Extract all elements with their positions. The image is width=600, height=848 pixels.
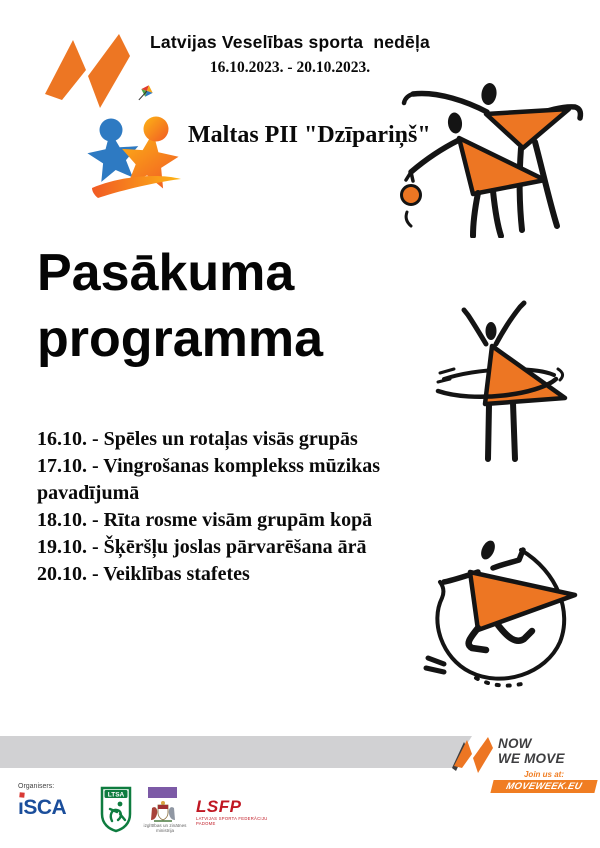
kids-stars-svg <box>84 84 184 198</box>
ministry-label-line1: izglītības un zinātnes <box>143 823 187 828</box>
jump-rope-svg <box>418 520 585 692</box>
event-title: Latvijas Veselības sporta nedēļa <box>150 32 430 52</box>
jump-rope-illustration <box>418 520 585 692</box>
nwm-small-arrow-svg <box>452 735 494 779</box>
kids-stars-icon <box>84 84 184 198</box>
event-dates: 16.10.2023. - 20.10.2023. <box>209 59 371 76</box>
ball-icon <box>402 186 421 205</box>
hula-hoop-svg <box>428 291 568 463</box>
nwm-line2: WE MOVE <box>498 751 565 766</box>
nowwemove-logo <box>452 733 598 795</box>
coat-of-arms-svg <box>148 800 178 823</box>
dancing-couple-svg <box>383 80 595 238</box>
nwm-wordmark <box>498 736 565 766</box>
ltsa-label: LTSA <box>107 791 125 799</box>
page-title: Pasākuma programma <box>37 244 324 368</box>
organization-title: Maltas PII "Dzīpariņš" <box>188 122 431 148</box>
program-item: 16.10. - Spēles un rotaļas visās grupās <box>37 428 358 450</box>
hula-hoop-illustration <box>428 291 568 463</box>
lsfp-logo <box>196 799 276 826</box>
ministry-label-line2: ministrija <box>155 828 175 833</box>
lsfp-sublabel: LATVIJAS SPORTA FEDERĀCIJU PADOME <box>196 816 268 826</box>
nwm-small-arrow-icon <box>452 735 494 784</box>
ltsa-logo-svg <box>99 786 133 833</box>
program-item: 18.10. - Rīta rosme visām grupām kopā <box>37 509 373 531</box>
program-item: 20.10. - Veiklības stafetes <box>37 563 250 585</box>
swoosh-icon <box>92 176 181 198</box>
isca-logo-svg <box>17 791 83 817</box>
dancing-couple-illustration <box>383 80 595 238</box>
moveweek-site-banner <box>490 780 597 793</box>
nwm-line1: NOW <box>498 736 532 751</box>
program-list <box>37 426 429 588</box>
gray-banner <box>0 736 472 768</box>
moveweek-site-text: MOVEWEEK.EU <box>504 781 584 792</box>
program-item: 17.10. - Vingrošanas komplekss mūzikas pavadījumā <box>37 455 381 504</box>
ministry-purple-block <box>148 787 177 798</box>
nwm-join-text: Join us at: <box>523 770 564 779</box>
ministry-label <box>138 823 192 833</box>
organisers-label: Organisers: <box>18 783 55 790</box>
program-item: 19.10. - Šķēršļu joslas pārvarēšana ārā <box>37 536 367 558</box>
isca-logo <box>17 791 83 822</box>
svg-text:ıSCA: ıSCA <box>18 796 67 817</box>
lsfp-label: LSFP <box>196 797 242 816</box>
pinwheel-icon <box>138 84 155 103</box>
ltsa-logo <box>99 786 133 838</box>
